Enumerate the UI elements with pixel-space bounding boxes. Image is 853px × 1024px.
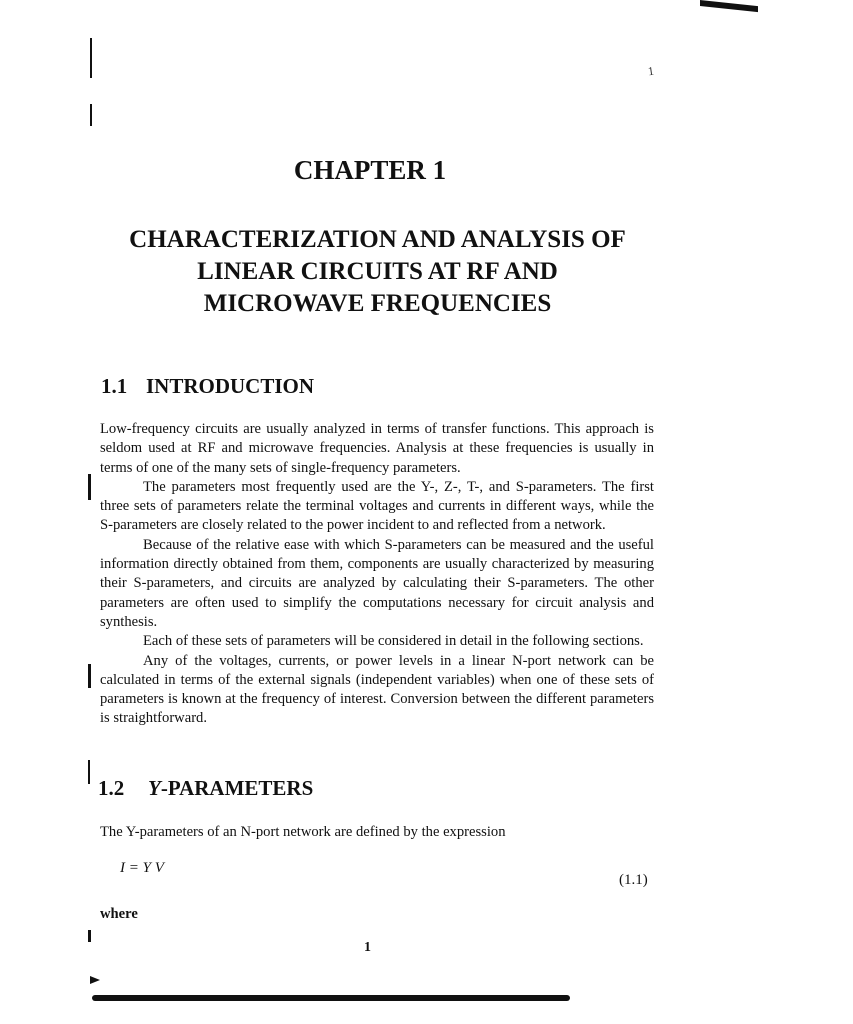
scan-edge-top-right [700, 0, 758, 12]
section-number: 1.1 [101, 374, 128, 398]
scan-edge-left-4 [88, 664, 91, 688]
section-heading-introduction [101, 374, 314, 398]
chapter-title-line: MICROWAVE FREQUENCIES [203, 290, 552, 317]
chapter-title-line: LINEAR CIRCUITS AT RF AND [197, 258, 558, 285]
equation-label: (1.1) [619, 872, 648, 888]
section-heading-y-parameters [98, 776, 313, 800]
scan-edge-left-6 [88, 930, 91, 942]
chapter-title-line: CHARACTERIZATION AND ANALYSIS OF [129, 226, 626, 253]
scan-edge-bottom [92, 995, 570, 1001]
chapter-title [95, 224, 660, 320]
paragraph: Low-frequency circuits are usually analyzed in terms of transfer functions. This approach is seldom used at RF and microwave frequencies. Analysis at these frequencies is usually in terms of one of the many sets of single-frequency parameters. [100, 421, 654, 476]
scan-edge-left-3 [88, 474, 91, 500]
section-title: -PARAMETERS [160, 776, 314, 800]
paragraph: The parameters most frequently used are the Y-, Z-, T-, and S-parameters. The first three sets of parameters relate the terminal voltages and currents in different ways, while the S-parameters are closely related to the power incident to and reflected from a network. [100, 478, 654, 534]
page-number: 1 [364, 940, 371, 955]
section-intro-text: The Y-parameters of an N-port network are defined by the expression [100, 824, 506, 840]
scan-edge-left-1 [90, 38, 92, 78]
equation-body: I = Y V [120, 860, 164, 876]
corner-mark: 1 [646, 63, 655, 79]
section-title: INTRODUCTION [146, 374, 315, 398]
scan-edge-left-2 [90, 104, 92, 126]
after-equation-text: where [100, 906, 138, 922]
section-title-italic: Y [148, 776, 161, 800]
chapter-label: CHAPTER 1 [293, 155, 447, 185]
section-number: 1.2 [98, 776, 125, 800]
scan-edge-left-5 [88, 760, 90, 784]
paragraph: Any of the voltages, currents, or power levels in a linear N-port network can be calculated in terms of the external signals (independent variables) when one of these sets of parameters is known at the frequency of interest. Conversion between the different parameters is straightforward. [100, 652, 654, 727]
introduction-body [100, 420, 654, 729]
scan-edge-left-7 [90, 976, 100, 984]
paragraph: Each of these sets of parameters will be considered in detail in the following sections. [143, 633, 644, 650]
paragraph: Because of the relative ease with which S-parameters can be measured and the useful information directly obtained from them, components are usually characterized by measuring their S-parameters, and circuits are analyzed by calculating their S-parameters. The other parameters are often used to simplify the computations necessary for circuit analysis and synthesis. [100, 536, 654, 630]
